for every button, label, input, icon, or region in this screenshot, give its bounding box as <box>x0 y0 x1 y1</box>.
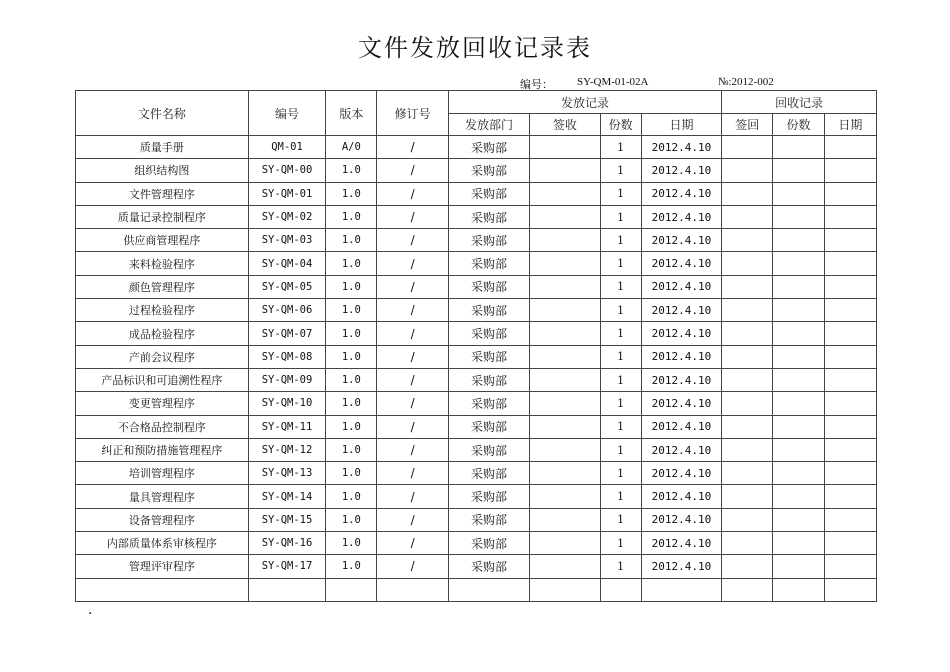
code-cell: SY-QM-02 <box>248 205 325 228</box>
file-name-cell: 质量记录控制程序 <box>76 205 249 228</box>
issue-sign-cell <box>530 252 600 275</box>
return-sign-cell <box>722 532 773 555</box>
issue-copies-cell: 1 <box>600 159 641 182</box>
return-sign-cell <box>722 485 773 508</box>
revision-cell: / <box>377 555 448 578</box>
return-date-cell <box>824 159 876 182</box>
issue-dept-cell: 采购部 <box>448 508 529 531</box>
revision-cell: / <box>377 322 448 345</box>
code-cell: QM-01 <box>248 136 325 159</box>
version-cell: 1.0 <box>326 299 377 322</box>
version-cell: 1.0 <box>326 229 377 252</box>
code-cell: SY-QM-16 <box>248 532 325 555</box>
revision-cell: / <box>377 205 448 228</box>
return-copies-cell <box>773 462 824 485</box>
table-row <box>76 275 877 298</box>
return-sign-cell <box>722 182 773 205</box>
issue-copies-cell: 1 <box>600 182 641 205</box>
return-copies-cell <box>773 345 824 368</box>
code-cell: SY-QM-00 <box>248 159 325 182</box>
issue-sign-cell <box>530 462 600 485</box>
table-row <box>76 159 877 182</box>
issue-copies-cell: 1 <box>600 205 641 228</box>
return-sign-cell <box>722 508 773 531</box>
issue-sign-cell <box>530 299 600 322</box>
code-cell: SY-QM-10 <box>248 392 325 415</box>
code-cell: SY-QM-07 <box>248 322 325 345</box>
issue-date-cell: 2012.4.10 <box>641 159 721 182</box>
version-cell: 1.0 <box>326 392 377 415</box>
issue-dept-cell: 采购部 <box>448 205 529 228</box>
issue-date-cell: 2012.4.10 <box>641 508 721 531</box>
file-name-cell: 内部质量体系审核程序 <box>76 532 249 555</box>
return-copies-cell <box>773 182 824 205</box>
revision-cell: / <box>377 392 448 415</box>
table-row <box>76 555 877 578</box>
issue-date-cell <box>641 578 721 601</box>
header-issue-dept: 发放部门 <box>448 114 529 136</box>
issue-date-cell: 2012.4.10 <box>641 345 721 368</box>
issue-copies-cell: 1 <box>600 415 641 438</box>
code-cell: SY-QM-03 <box>248 229 325 252</box>
file-name-cell: 成品检验程序 <box>76 322 249 345</box>
issue-copies-cell: 1 <box>600 485 641 508</box>
return-sign-cell <box>722 299 773 322</box>
version-cell: 1.0 <box>326 438 377 461</box>
issue-date-cell: 2012.4.10 <box>641 368 721 391</box>
return-date-cell <box>824 322 876 345</box>
version-cell: 1.0 <box>326 532 377 555</box>
issue-sign-cell <box>530 275 600 298</box>
file-name-cell: 组织结构图 <box>76 159 249 182</box>
issue-sign-cell <box>530 392 600 415</box>
table-row <box>76 229 877 252</box>
table-row <box>76 392 877 415</box>
issue-date-cell: 2012.4.10 <box>641 275 721 298</box>
return-date-cell <box>824 345 876 368</box>
version-cell: 1.0 <box>326 415 377 438</box>
version-cell: 1.0 <box>326 159 377 182</box>
file-name-cell: 设备管理程序 <box>76 508 249 531</box>
table-row <box>76 508 877 531</box>
record-table <box>75 90 877 602</box>
header-file-name: 文件名称 <box>76 91 249 136</box>
issue-dept-cell: 采购部 <box>448 159 529 182</box>
return-date-cell <box>824 532 876 555</box>
version-cell: 1.0 <box>326 252 377 275</box>
issue-copies-cell: 1 <box>600 322 641 345</box>
issue-dept-cell: 采购部 <box>448 299 529 322</box>
issue-sign-cell <box>530 485 600 508</box>
issue-date-cell: 2012.4.10 <box>641 182 721 205</box>
version-cell: 1.0 <box>326 368 377 391</box>
return-date-cell <box>824 415 876 438</box>
return-sign-cell <box>722 136 773 159</box>
file-name-cell: 产前会议程序 <box>76 345 249 368</box>
revision-cell: / <box>377 508 448 531</box>
revision-cell: / <box>377 299 448 322</box>
return-date-cell <box>824 136 876 159</box>
revision-cell: / <box>377 438 448 461</box>
table-row <box>76 182 877 205</box>
return-sign-cell <box>722 555 773 578</box>
return-sign-cell <box>722 578 773 601</box>
issue-date-cell: 2012.4.10 <box>641 229 721 252</box>
issue-dept-cell: 采购部 <box>448 438 529 461</box>
revision-cell: / <box>377 415 448 438</box>
file-name-cell: 管理评审程序 <box>76 555 249 578</box>
issue-dept-cell: 采购部 <box>448 182 529 205</box>
return-date-cell <box>824 299 876 322</box>
return-copies-cell <box>773 485 824 508</box>
table-row <box>76 136 877 159</box>
return-copies-cell <box>773 136 824 159</box>
return-date-cell <box>824 438 876 461</box>
table-row <box>76 578 877 601</box>
header-issue-record: 发放记录 <box>448 91 721 114</box>
version-cell: 1.0 <box>326 322 377 345</box>
issue-copies-cell: 1 <box>600 229 641 252</box>
return-copies-cell <box>773 438 824 461</box>
code-cell: SY-QM-14 <box>248 485 325 508</box>
version-cell: 1.0 <box>326 555 377 578</box>
issue-dept-cell: 采购部 <box>448 532 529 555</box>
header-return-record: 回收记录 <box>722 91 877 114</box>
issue-dept-cell: 采购部 <box>448 229 529 252</box>
code-cell: SY-QM-08 <box>248 345 325 368</box>
file-name-cell: 质量手册 <box>76 136 249 159</box>
return-date-cell <box>824 555 876 578</box>
code-cell: SY-QM-09 <box>248 368 325 391</box>
record-body <box>76 136 877 602</box>
issue-dept-cell: 采购部 <box>448 345 529 368</box>
return-sign-cell <box>722 275 773 298</box>
issue-date-cell: 2012.4.10 <box>641 485 721 508</box>
issue-sign-cell <box>530 322 600 345</box>
version-cell: 1.0 <box>326 205 377 228</box>
header-return-copies: 份数 <box>773 114 824 136</box>
issue-dept-cell: 采购部 <box>448 368 529 391</box>
return-copies-cell <box>773 252 824 275</box>
return-copies-cell <box>773 415 824 438</box>
header-version: 版本 <box>326 91 377 136</box>
table-row <box>76 322 877 345</box>
issue-copies-cell: 1 <box>600 136 641 159</box>
revision-cell: / <box>377 485 448 508</box>
file-name-cell: 文件管理程序 <box>76 182 249 205</box>
issue-sign-cell <box>530 508 600 531</box>
issue-sign-cell <box>530 555 600 578</box>
revision-cell: / <box>377 182 448 205</box>
version-cell: 1.0 <box>326 508 377 531</box>
return-sign-cell <box>722 252 773 275</box>
header-issue-copies: 份数 <box>600 114 641 136</box>
header-code: 编号 <box>248 91 325 136</box>
return-sign-cell <box>722 462 773 485</box>
issue-date-cell: 2012.4.10 <box>641 415 721 438</box>
version-cell: 1.0 <box>326 345 377 368</box>
return-copies-cell <box>773 229 824 252</box>
issue-dept-cell: 采购部 <box>448 136 529 159</box>
return-copies-cell <box>773 205 824 228</box>
file-name-cell: 供应商管理程序 <box>76 229 249 252</box>
return-copies-cell <box>773 322 824 345</box>
issue-sign-cell <box>530 438 600 461</box>
return-copies-cell <box>773 368 824 391</box>
issue-sign-cell <box>530 205 600 228</box>
return-date-cell <box>824 229 876 252</box>
file-name-cell: 量具管理程序 <box>76 485 249 508</box>
version-cell: A/0 <box>326 136 377 159</box>
table-row <box>76 438 877 461</box>
issue-sign-cell <box>530 136 600 159</box>
header-revision: 修订号 <box>377 91 448 136</box>
code-cell: SY-QM-15 <box>248 508 325 531</box>
return-date-cell <box>824 275 876 298</box>
return-date-cell <box>824 392 876 415</box>
return-copies-cell <box>773 508 824 531</box>
issue-sign-cell <box>530 532 600 555</box>
issue-sign-cell <box>530 159 600 182</box>
issue-sign-cell <box>530 368 600 391</box>
issue-sign-cell <box>530 415 600 438</box>
issue-copies-cell: 1 <box>600 252 641 275</box>
issue-copies-cell: 1 <box>600 555 641 578</box>
file-name-cell: 变更管理程序 <box>76 392 249 415</box>
issue-dept-cell: 采购部 <box>448 252 529 275</box>
issue-sign-cell <box>530 578 600 601</box>
issue-copies-cell <box>600 578 641 601</box>
issue-dept-cell <box>448 578 529 601</box>
record-number: №:2012-002 <box>718 76 774 88</box>
version-cell: 1.0 <box>326 275 377 298</box>
issue-date-cell: 2012.4.10 <box>641 438 721 461</box>
revision-cell: / <box>377 229 448 252</box>
code-cell: SY-QM-05 <box>248 275 325 298</box>
version-cell <box>326 578 377 601</box>
return-sign-cell <box>722 229 773 252</box>
return-copies-cell <box>773 578 824 601</box>
issue-copies-cell: 1 <box>600 392 641 415</box>
issue-dept-cell: 采购部 <box>448 322 529 345</box>
return-date-cell <box>824 182 876 205</box>
table-row <box>76 345 877 368</box>
code-cell: SY-QM-11 <box>248 415 325 438</box>
form-code-value: SY-QM-01-02A <box>577 76 649 88</box>
issue-dept-cell: 采购部 <box>448 555 529 578</box>
revision-cell: / <box>377 159 448 182</box>
issue-sign-cell <box>530 345 600 368</box>
file-name-cell: 来料检验程序 <box>76 252 249 275</box>
issue-copies-cell: 1 <box>600 462 641 485</box>
file-name-cell: 产品标识和可追溯性程序 <box>76 368 249 391</box>
issue-dept-cell: 采购部 <box>448 275 529 298</box>
version-cell: 1.0 <box>326 462 377 485</box>
return-date-cell <box>824 578 876 601</box>
header-return-sign: 签回 <box>722 114 773 136</box>
issue-date-cell: 2012.4.10 <box>641 252 721 275</box>
return-copies-cell <box>773 532 824 555</box>
version-cell: 1.0 <box>326 182 377 205</box>
file-name-cell: 培训管理程序 <box>76 462 249 485</box>
code-cell: SY-QM-12 <box>248 438 325 461</box>
table-row <box>76 205 877 228</box>
table-row <box>76 299 877 322</box>
page-title: 文件发放回收记录表 <box>358 34 592 62</box>
issue-copies-cell: 1 <box>600 532 641 555</box>
revision-cell: / <box>377 532 448 555</box>
form-code-label: 编号： <box>520 78 553 91</box>
table-row <box>76 368 877 391</box>
file-name-cell <box>76 578 249 601</box>
code-cell: SY-QM-04 <box>248 252 325 275</box>
header-return-date: 日期 <box>824 114 876 136</box>
file-name-cell: 纠正和预防措施管理程序 <box>76 438 249 461</box>
issue-dept-cell: 采购部 <box>448 462 529 485</box>
issue-date-cell: 2012.4.10 <box>641 136 721 159</box>
return-sign-cell <box>722 392 773 415</box>
return-sign-cell <box>722 159 773 182</box>
return-date-cell <box>824 508 876 531</box>
revision-cell: / <box>377 252 448 275</box>
code-cell: SY-QM-06 <box>248 299 325 322</box>
issue-dept-cell: 采购部 <box>448 485 529 508</box>
return-date-cell <box>824 205 876 228</box>
issue-date-cell: 2012.4.10 <box>641 205 721 228</box>
return-date-cell <box>824 368 876 391</box>
return-sign-cell <box>722 205 773 228</box>
return-date-cell <box>824 485 876 508</box>
file-name-cell: 过程检验程序 <box>76 299 249 322</box>
issue-sign-cell <box>530 229 600 252</box>
issue-date-cell: 2012.4.10 <box>641 532 721 555</box>
return-sign-cell <box>722 368 773 391</box>
return-copies-cell <box>773 275 824 298</box>
code-cell <box>248 578 325 601</box>
revision-cell: / <box>377 345 448 368</box>
revision-cell: / <box>377 368 448 391</box>
return-copies-cell <box>773 299 824 322</box>
return-copies-cell <box>773 159 824 182</box>
issue-dept-cell: 采购部 <box>448 415 529 438</box>
issue-copies-cell: 1 <box>600 275 641 298</box>
code-cell: SY-QM-17 <box>248 555 325 578</box>
return-sign-cell <box>722 415 773 438</box>
return-sign-cell <box>722 345 773 368</box>
table-row <box>76 415 877 438</box>
version-cell: 1.0 <box>326 485 377 508</box>
issue-date-cell: 2012.4.10 <box>641 462 721 485</box>
issue-sign-cell <box>530 182 600 205</box>
return-sign-cell <box>722 322 773 345</box>
header-issue-sign: 签收 <box>530 114 600 136</box>
table-row <box>76 462 877 485</box>
return-sign-cell <box>722 438 773 461</box>
return-date-cell <box>824 462 876 485</box>
issue-copies-cell: 1 <box>600 368 641 391</box>
revision-cell <box>377 578 448 601</box>
code-cell: SY-QM-01 <box>248 182 325 205</box>
revision-cell: / <box>377 462 448 485</box>
table-row <box>76 532 877 555</box>
issue-dept-cell: 采购部 <box>448 392 529 415</box>
return-date-cell <box>824 252 876 275</box>
issue-copies-cell: 1 <box>600 508 641 531</box>
file-name-cell: 颜色管理程序 <box>76 275 249 298</box>
revision-cell: / <box>377 275 448 298</box>
return-copies-cell <box>773 392 824 415</box>
issue-copies-cell: 1 <box>600 299 641 322</box>
table-row <box>76 485 877 508</box>
code-cell: SY-QM-13 <box>248 462 325 485</box>
revision-cell: / <box>377 136 448 159</box>
issue-date-cell: 2012.4.10 <box>641 392 721 415</box>
footer-mark: · <box>88 606 93 622</box>
table-row <box>76 252 877 275</box>
file-name-cell: 不合格品控制程序 <box>76 415 249 438</box>
issue-date-cell: 2012.4.10 <box>641 299 721 322</box>
issue-copies-cell: 1 <box>600 345 641 368</box>
issue-copies-cell: 1 <box>600 438 641 461</box>
issue-date-cell: 2012.4.10 <box>641 555 721 578</box>
header-issue-date: 日期 <box>641 114 721 136</box>
return-copies-cell <box>773 555 824 578</box>
issue-date-cell: 2012.4.10 <box>641 322 721 345</box>
